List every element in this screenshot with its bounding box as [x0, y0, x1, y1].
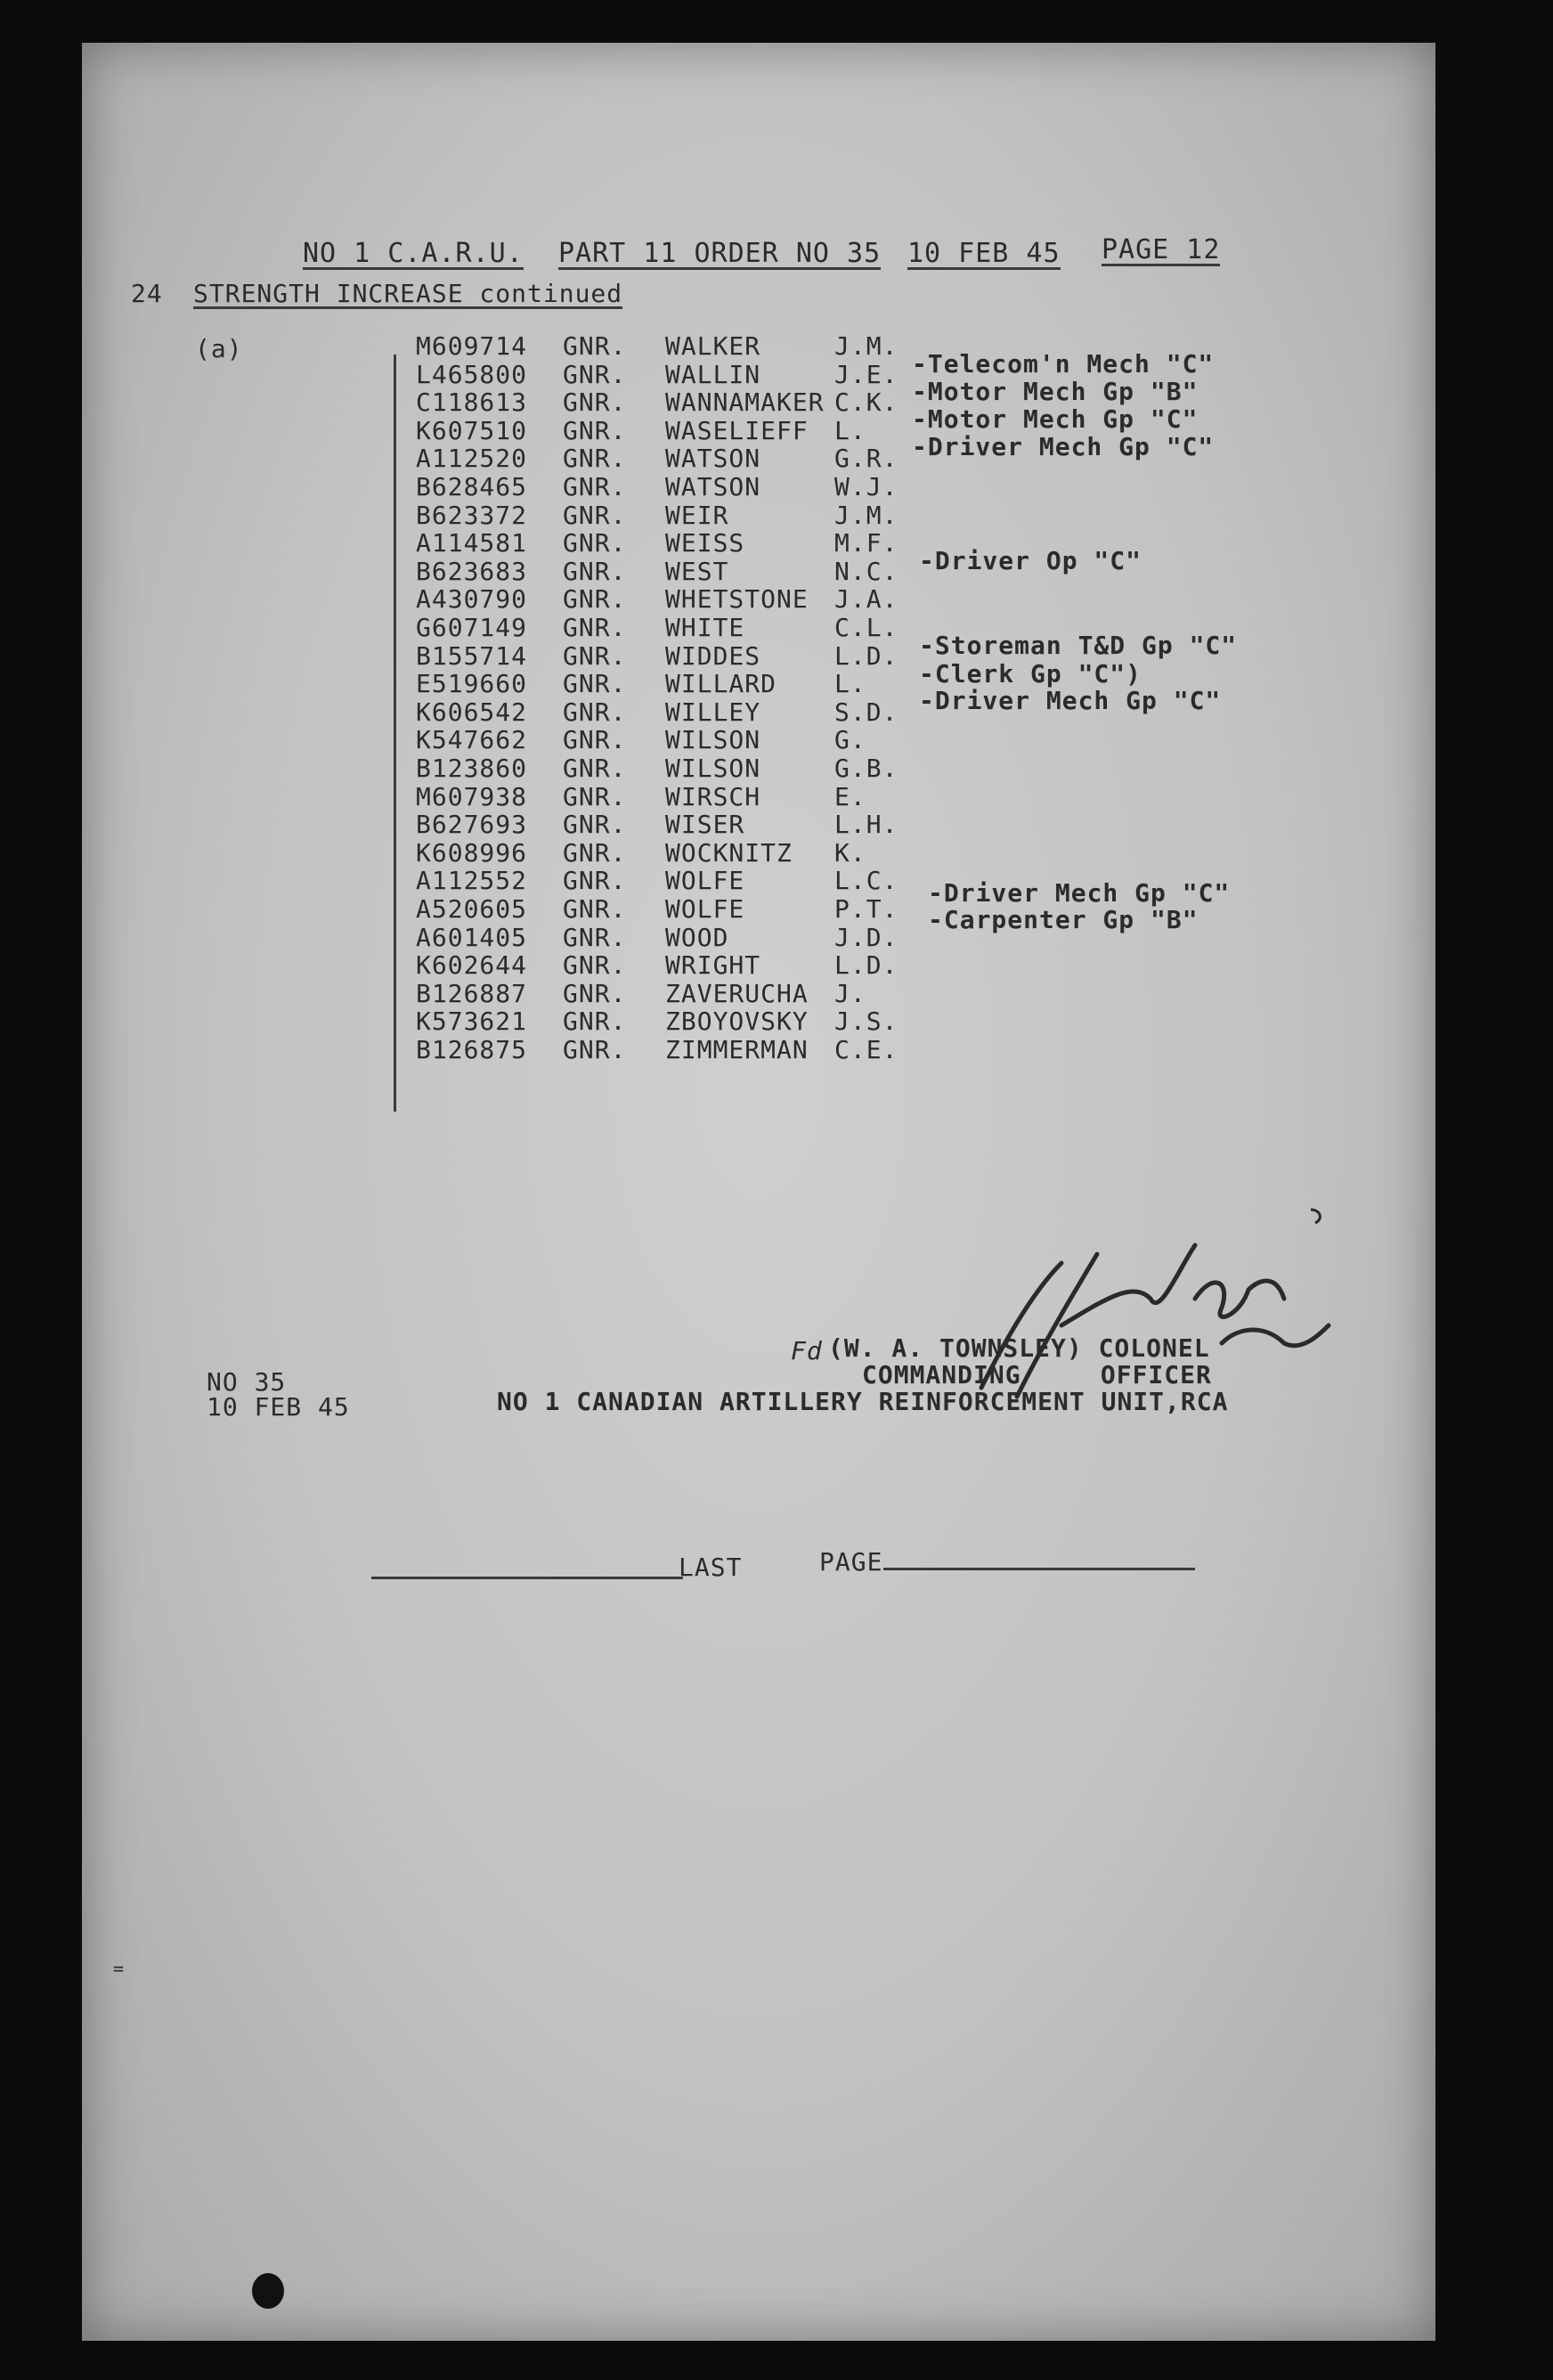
service-number: B627693: [416, 810, 528, 840]
surname: WISER: [665, 810, 745, 840]
rank: GNR.: [563, 810, 627, 840]
last-page-rule-right: [883, 1568, 1195, 1570]
trade-note: -Driver Mech Gp "C": [912, 432, 1215, 461]
personnel-row: [82, 810, 1435, 838]
service-number: K606542: [416, 697, 528, 727]
service-number: K573621: [416, 1007, 528, 1037]
initials: J.E.: [834, 359, 898, 389]
initials: S.D.: [834, 697, 898, 727]
surname: WANNAMAKER: [665, 387, 825, 418]
trade-note: -Clerk Gp "C"): [919, 659, 1142, 689]
surname: WEISS: [665, 528, 745, 558]
personnel-row: [82, 416, 1435, 444]
rank: GNR.: [563, 866, 627, 896]
service-number: K608996: [416, 837, 528, 868]
service-number: A601405: [416, 922, 528, 952]
surname: WALLIN: [665, 359, 761, 389]
initials: G.: [834, 725, 866, 755]
rank: GNR.: [563, 781, 627, 811]
trade-note: -Driver Mech Gp "C": [928, 878, 1231, 908]
rank: GNR.: [563, 556, 627, 586]
rank: GNR.: [563, 978, 627, 1008]
personnel-row: [82, 444, 1435, 472]
rank: GNR.: [563, 359, 627, 389]
personnel-row: [82, 950, 1435, 979]
service-number: K607510: [416, 415, 528, 445]
surname: WEIR: [665, 500, 729, 530]
service-number: B155714: [416, 640, 528, 671]
surname: WALKER: [665, 331, 761, 361]
rank: GNR.: [563, 669, 627, 699]
personnel-row: [82, 557, 1435, 585]
rank: GNR.: [563, 500, 627, 530]
header-page: PAGE 12: [1102, 234, 1221, 265]
personnel-row: [82, 866, 1435, 894]
trade-note: -Telecom'n Mech "C": [912, 349, 1215, 379]
rank: GNR.: [563, 415, 627, 445]
service-number: A520605: [416, 894, 528, 924]
last-page-label: LAST: [679, 1553, 743, 1582]
personnel-row: [82, 584, 1435, 613]
initials: W.J.: [834, 472, 898, 501]
rank: GNR.: [563, 922, 627, 952]
section-number: 24: [131, 279, 163, 308]
service-number: A430790: [416, 584, 528, 615]
initials: M.F.: [834, 528, 898, 558]
personnel-row: [82, 501, 1435, 529]
personnel-row: [82, 1035, 1435, 1064]
surname: WOCKNITZ: [665, 837, 793, 868]
service-number: K602644: [416, 950, 528, 981]
signature-initials: Fd: [791, 1336, 823, 1365]
initials: L.: [834, 669, 866, 699]
surname: WRIGHT: [665, 950, 761, 981]
rank: GNR.: [563, 697, 627, 727]
surname: ZAVERUCHA: [665, 978, 809, 1008]
rank: GNR.: [563, 894, 627, 924]
rank: GNR.: [563, 584, 627, 615]
service-number: M609714: [416, 331, 528, 361]
initials: J.: [834, 978, 866, 1008]
rank: GNR.: [563, 640, 627, 671]
personnel-row: [82, 923, 1435, 951]
surname: WHITE: [665, 613, 745, 642]
footer-date: 10 FEB 45: [207, 1392, 350, 1422]
signatory-name: (W. A. TOWNSLEY) COLONEL: [828, 1333, 1210, 1363]
surname: WHETSTONE: [665, 584, 809, 615]
initials: G.B.: [834, 754, 898, 783]
initials: L.: [834, 415, 866, 445]
margin-mark: =: [113, 1958, 126, 1979]
service-number: A112552: [416, 866, 528, 896]
service-number: G607149: [416, 613, 528, 642]
rank: GNR.: [563, 950, 627, 981]
personnel-row: [82, 725, 1435, 754]
initials: L.H.: [834, 810, 898, 840]
header-date: 10 FEB 45: [907, 238, 1061, 269]
rank: GNR.: [563, 725, 627, 755]
surname: ZBOYOVSKY: [665, 1007, 809, 1037]
surname: WEST: [665, 556, 729, 586]
surname: WIDDES: [665, 640, 761, 671]
personnel-row: [82, 1007, 1435, 1035]
initials: L.D.: [834, 950, 898, 981]
initials: E.: [834, 781, 866, 811]
surname: WATSON: [665, 444, 761, 474]
initials: K.: [834, 837, 866, 868]
service-number: B623683: [416, 556, 528, 586]
initials: P.T.: [834, 894, 898, 924]
surname: ZIMMERMAN: [665, 1035, 809, 1064]
header-order: PART 11 ORDER NO 35: [558, 238, 882, 269]
service-number: B628465: [416, 472, 528, 501]
initials: G.R.: [834, 444, 898, 474]
section-subitem: (a): [195, 334, 243, 363]
initials: L.C.: [834, 866, 898, 896]
service-number: A114581: [416, 528, 528, 558]
punch-hole: [252, 2273, 284, 2309]
rank: GNR.: [563, 331, 627, 361]
surname: WIRSCH: [665, 781, 761, 811]
service-number: B123860: [416, 754, 528, 783]
rank: GNR.: [563, 754, 627, 783]
surname: WASELIEFF: [665, 415, 809, 445]
initials: L.D.: [834, 640, 898, 671]
personnel-row: [82, 360, 1435, 388]
surname: WOLFE: [665, 894, 745, 924]
service-number: C118613: [416, 387, 528, 418]
rank: GNR.: [563, 1035, 627, 1064]
signatory-role: COMMANDING OFFICER: [862, 1360, 1212, 1390]
initials: J.A.: [834, 584, 898, 615]
surname: WOOD: [665, 922, 729, 952]
section-title: STRENGTH INCREASE continued: [193, 279, 623, 308]
surname: WILLEY: [665, 697, 761, 727]
initials: C.L.: [834, 613, 898, 642]
personnel-row: [82, 754, 1435, 782]
personnel-row: [82, 979, 1435, 1007]
service-number: B126887: [416, 978, 528, 1008]
trade-note: -Driver Op "C": [919, 546, 1142, 575]
service-number: A112520: [416, 444, 528, 474]
trade-note: -Motor Mech Gp "B": [912, 377, 1199, 406]
rank: GNR.: [563, 444, 627, 474]
last-page-label-right: PAGE: [819, 1547, 883, 1577]
service-number: B623372: [416, 500, 528, 530]
service-number: M607938: [416, 781, 528, 811]
rank: GNR.: [563, 528, 627, 558]
personnel-row: [82, 782, 1435, 811]
rank: GNR.: [563, 613, 627, 642]
trade-note: -Carpenter Gp "B": [928, 905, 1199, 934]
personnel-row: [82, 331, 1435, 363]
initials: J.S.: [834, 1007, 898, 1037]
header-unit: NO 1 C.A.R.U.: [303, 238, 524, 269]
service-number: B126875: [416, 1035, 528, 1064]
personnel-row: [82, 472, 1435, 501]
signatory-unit: NO 1 CANADIAN ARTILLERY REINFORCEMENT UNIT,RCA: [497, 1387, 1229, 1416]
last-page-rule-left: [371, 1577, 683, 1579]
service-number: K547662: [416, 725, 528, 755]
footer-order: NO 35: [207, 1367, 287, 1397]
initials: J.M.: [834, 331, 898, 361]
service-number: E519660: [416, 669, 528, 699]
trade-note: -Motor Mech Gp "C": [912, 404, 1199, 434]
personnel-row: [82, 387, 1435, 416]
service-number: L465800: [416, 359, 528, 389]
trade-note: -Driver Mech Gp "C": [919, 686, 1222, 715]
personnel-row: [82, 528, 1435, 557]
surname: WILSON: [665, 754, 761, 783]
personnel-row: [82, 669, 1435, 697]
rank: GNR.: [563, 1007, 627, 1037]
rank: GNR.: [563, 387, 627, 418]
initials: J.M.: [834, 500, 898, 530]
initials: J.D.: [834, 922, 898, 952]
rank: GNR.: [563, 837, 627, 868]
surname: WATSON: [665, 472, 761, 501]
document-page: [82, 43, 1435, 2341]
initials: C.K.: [834, 387, 898, 418]
initials: C.E.: [834, 1035, 898, 1064]
surname: WILSON: [665, 725, 761, 755]
surname: WOLFE: [665, 866, 745, 896]
personnel-row: [82, 838, 1435, 867]
personnel-row: [82, 697, 1435, 726]
trade-note: -Storeman T&D Gp "C": [919, 631, 1238, 660]
personnel-row: [82, 894, 1435, 923]
rank: GNR.: [563, 472, 627, 501]
initials: N.C.: [834, 556, 898, 586]
surname: WILLARD: [665, 669, 777, 699]
